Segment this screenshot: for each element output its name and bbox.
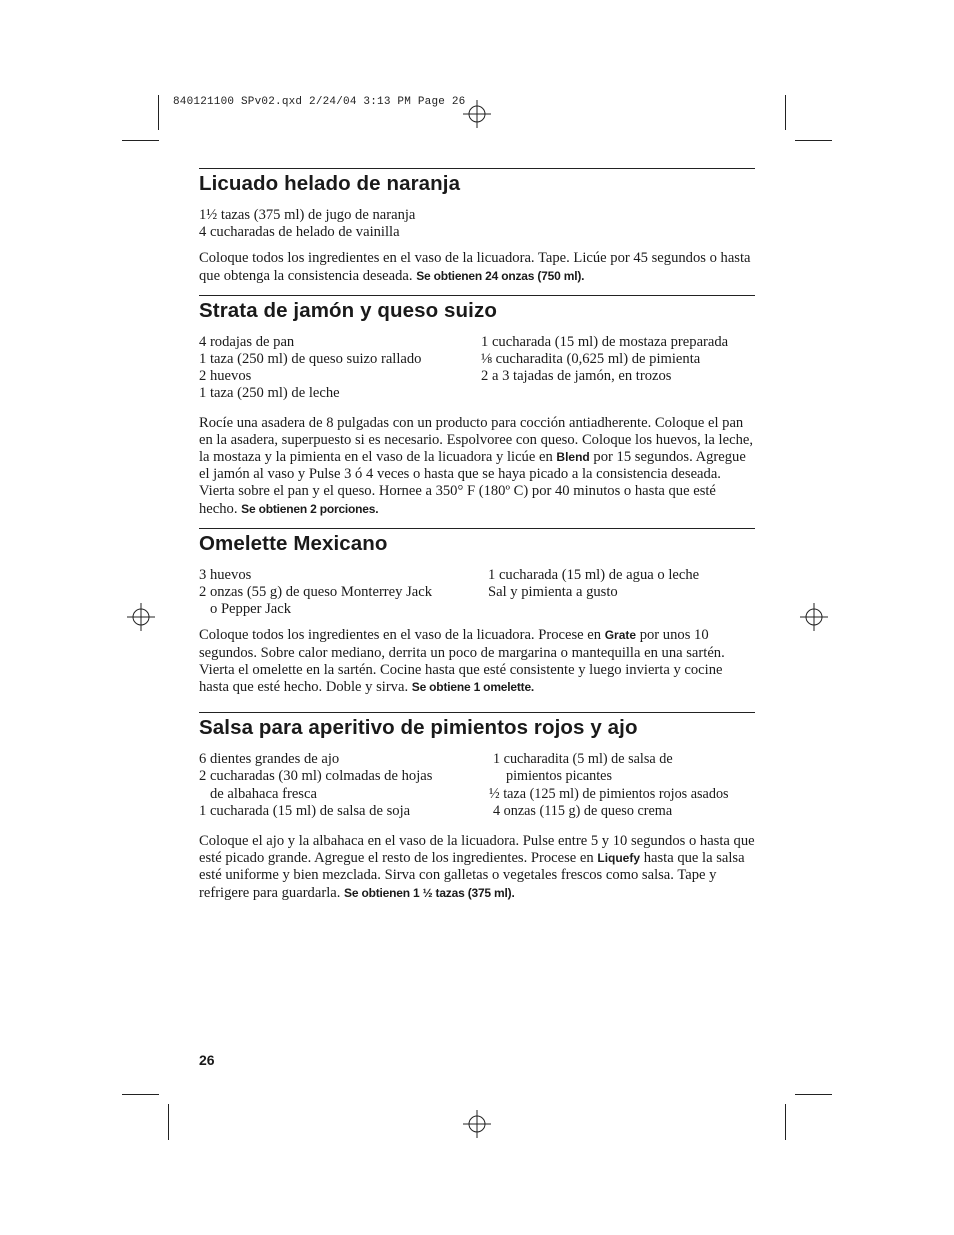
recipe-title: Licuado helado de naranja [199,172,461,195]
directions-text: Coloque todos los ingredientes en el vaso de la licuadora. Tape. Licúe por 45 segundos o hasta que obtenga la consistencia deseada. [199,250,751,284]
recipe-title: Omelette Mexicano [199,531,388,555]
directions-text: Rocíe una asadera de 8 pulgadas con un producto para cocción antiadherente. Coloque el pan en la asadera, superpuesto si es necesario. Espolvoree con queso. Coloque los huevos, la leche, la mostaza y la pimienta en el vaso de la licuadora y licúe en [199,414,753,466]
blender-setting: Blend [556,450,590,465]
ingredient-column [199,751,489,820]
registration-mark-icon [463,1110,491,1138]
registration-mark-icon [463,100,491,128]
ingredient: 1 cucharada (15 ml) de mostaza preparada [481,333,729,350]
ingredient: 4 rodajas de pan [199,333,295,350]
ingredient-column [199,334,481,403]
ingredient-list [199,207,755,241]
ingredient: 1 cucharada (15 ml) de agua o leche [488,566,700,583]
recipe-licuado [199,168,755,285]
ingredient: 1½ tazas (375 ml) de jugo de naranja [199,207,416,223]
ingredient: 1 taza (250 ml) de queso suizo rallado [199,351,422,368]
ingredient: 1 cucharada (15 ml) de salsa de soja [199,802,411,819]
crop-mark [785,1104,786,1140]
ingredient: 6 dientes grandes de ajo [199,751,340,768]
recipe-title: Strata de jamón y queso suizo [199,298,497,322]
ingredient: 1 taza (250 ml) de leche [199,385,340,402]
ingredient-list [199,751,755,820]
crop-mark [158,95,159,130]
registration-mark-icon [127,603,155,631]
crop-mark [795,1094,832,1095]
recipe-directions [199,833,755,902]
recipe-title: Salsa para aperitivo de pimientos rojos y ajo [199,716,638,740]
recipe-content [199,168,755,910]
ingredient-column [489,751,729,820]
ingredient: 1 cucharadita (5 ml) de salsa de [493,751,673,768]
directions-text: Coloque todos los ingredientes en el vaso de la licuadora. Procese en [199,627,602,644]
ingredient: 3 huevos [199,566,252,583]
ingredient-column [488,567,699,619]
blender-setting: Liquefy [597,851,641,866]
crop-mark [795,140,832,141]
ingredient: o Pepper Jack [210,601,292,618]
ingredient: 4 cucharadas de helado de vainilla [199,224,400,241]
recipe-salsa [199,712,755,902]
ingredient-list [199,567,755,619]
directions-text: hasta que la salsa esté uniforme y bien mezclada. Sirva con galletas o vegetales frescos como salsa. Tape y refrigere para guardarla. [199,850,745,901]
directions-text: por unos 10 segundos. Sobre calor mediano, derrita un poco de margarina o mantequilla en una sartén. Vierta el omelette en la sartén. Cocine hasta que esté consistente y luego invierta y cocine hasta que esté hecho. Doble y sirva. [199,627,725,696]
crop-mark [168,1104,169,1140]
ingredient: 2 a 3 tajadas de jamón, en trozos [481,368,672,385]
ingredient: 2 huevos [199,368,252,385]
ingredient: de albahaca fresca [210,785,317,802]
page-number: 26 [199,1052,215,1068]
ingredient: 4 onzas (115 g) de queso crema [493,802,673,819]
ingredient: ⅛ cucharadita (0,625 ml) de pimienta [481,351,701,368]
recipe-yield: Se obtienen 24 onzas (750 ml). [416,268,585,283]
slug-line: 840121100 SPv02.qxd 2/24/04 3:13 PM Page 26 [173,96,466,108]
recipe-directions [199,415,755,518]
ingredient: Sal y pimienta a gusto [488,584,618,601]
crop-mark [122,140,159,141]
crop-mark [785,95,786,130]
ingredient-column [199,567,488,619]
ingredient-column [481,334,728,403]
directions-text: por 15 segundos. Agregue el jamón al vaso y Pulse 3 ó 4 veces o hasta que se haya picado a la consistencia deseada. Vierta sobre el pan y el queso. Hornee a 350° F (180º C) por 40 minutos o hasta que esté hecho. [199,449,746,517]
ingredient: 2 onzas (55 g) de queso Monterrey Jack [199,584,433,601]
ingredient-list [199,334,755,403]
recipe-directions [199,627,755,696]
recipe-omelette [199,528,755,696]
recipe-directions [199,250,755,284]
registration-mark-icon [800,603,828,631]
recipe-yield: Se obtiene 1 omelette. [411,680,535,695]
crop-mark [122,1094,159,1095]
recipe-yield: Se obtienen 2 porciones. [241,501,379,516]
recipe-strata [199,295,755,518]
recipe-yield: Se obtienen 1 ½ tazas (375 ml). [344,885,515,900]
ingredient: 2 cucharadas (30 ml) colmadas de hojas [199,768,433,785]
blender-setting: Grate [604,628,637,643]
directions-text: Coloque el ajo y la albahaca en el vaso de la licuadora. Pulse entre 5 y 10 segundos o hasta que esté picado grande. Agregue el resto de los ingredientes. Procese en [199,833,755,867]
ingredient: pimientos picantes [506,768,612,785]
ingredient: ½ taza (125 ml) de pimientos rojos asados [489,785,729,802]
